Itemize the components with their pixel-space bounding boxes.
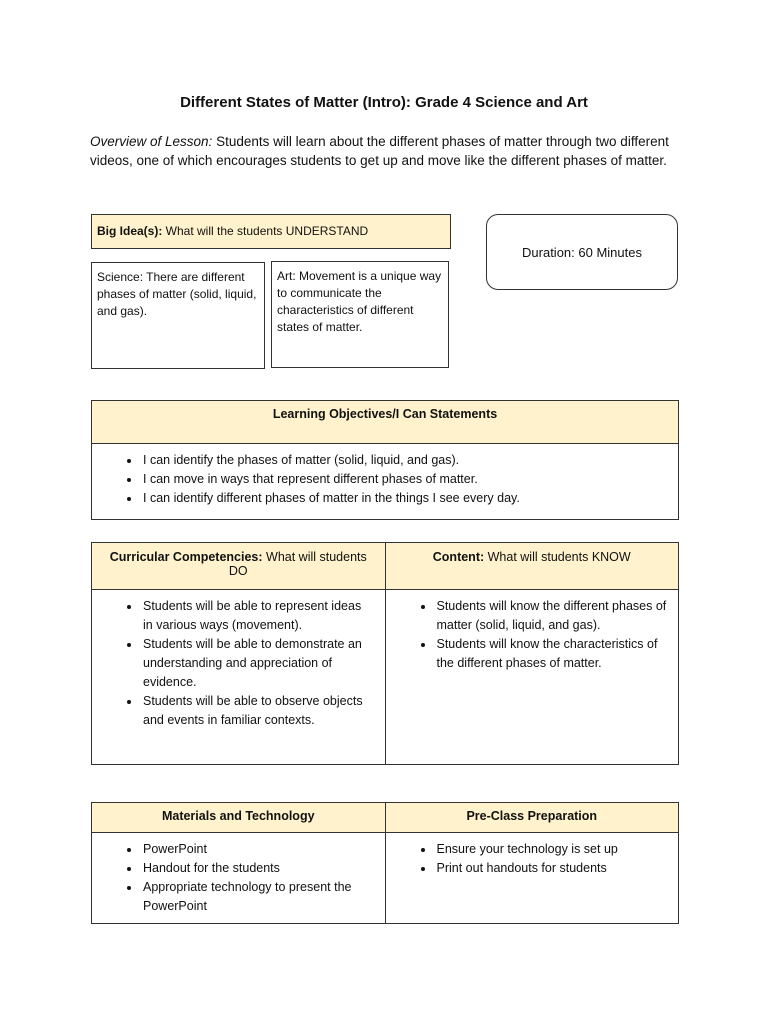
materials-header: Materials and Technology bbox=[92, 803, 386, 833]
materials-list bbox=[93, 834, 384, 922]
materials-preparation-table bbox=[91, 802, 679, 924]
objectives-list bbox=[93, 445, 677, 514]
list-item: • I can move in ways that represent different phases of matter. bbox=[141, 470, 667, 489]
list-item: • Handout for the students bbox=[141, 859, 374, 878]
big-idea-text: What will the students UNDERSTAND bbox=[162, 224, 369, 238]
overview-label: Overview of Lesson: bbox=[90, 134, 213, 149]
list-item: • I can identify the phases of matter (solid, liquid, and gas). bbox=[141, 451, 667, 470]
overview-text: Students will learn about the different phases of matter through two different videos, one of which encourages students to get up and move like the different phases of matter. bbox=[90, 134, 669, 168]
overview bbox=[90, 132, 700, 170]
competencies-list bbox=[93, 591, 384, 736]
competencies-header: Curricular Competencies: What will students DO bbox=[92, 543, 386, 590]
big-idea-label: Big Idea(s): bbox=[97, 224, 163, 238]
science-idea: Science: There are different phases of matter (solid, liquid, and gas). bbox=[91, 262, 265, 369]
list-item: • I can identify different phases of matter in the things I see every day. bbox=[141, 489, 667, 508]
list-item: • Students will be able to represent ideas in various ways (movement). bbox=[141, 597, 374, 635]
list-item: • Students will be able to demonstrate an understanding and appreciation of evidence. bbox=[141, 635, 374, 692]
content-header: Content: What will students KNOW bbox=[385, 543, 679, 590]
objectives-table bbox=[91, 400, 679, 520]
list-item: • PowerPoint bbox=[141, 840, 374, 859]
art-idea: Art: Movement is a unique way to communicate the characteristics of different states of matter. bbox=[271, 261, 449, 368]
preparation-header: Pre-Class Preparation bbox=[385, 803, 679, 833]
list-item: • Students will be able to observe objects and events in familiar contexts. bbox=[141, 692, 374, 730]
big-idea-header bbox=[91, 214, 451, 249]
preparation-list bbox=[387, 834, 678, 884]
page-title: Different States of Matter (Intro): Grade 4 Science and Art bbox=[180, 94, 588, 111]
list-item: • Print out handouts for students bbox=[435, 859, 668, 878]
competencies-content-table bbox=[91, 542, 679, 765]
list-item: • Students will know the characteristics of the different phases of matter. bbox=[435, 635, 668, 673]
duration-box: Duration: 60 Minutes bbox=[486, 214, 678, 290]
list-item: • Ensure your technology is set up bbox=[435, 840, 668, 859]
list-item: • Appropriate technology to present the PowerPoint bbox=[141, 878, 374, 916]
content-list bbox=[387, 591, 678, 679]
objectives-header: Learning Objectives/I Can Statements bbox=[92, 401, 679, 444]
list-item: • Students will know the different phases of matter (solid, liquid, and gas). bbox=[435, 597, 668, 635]
